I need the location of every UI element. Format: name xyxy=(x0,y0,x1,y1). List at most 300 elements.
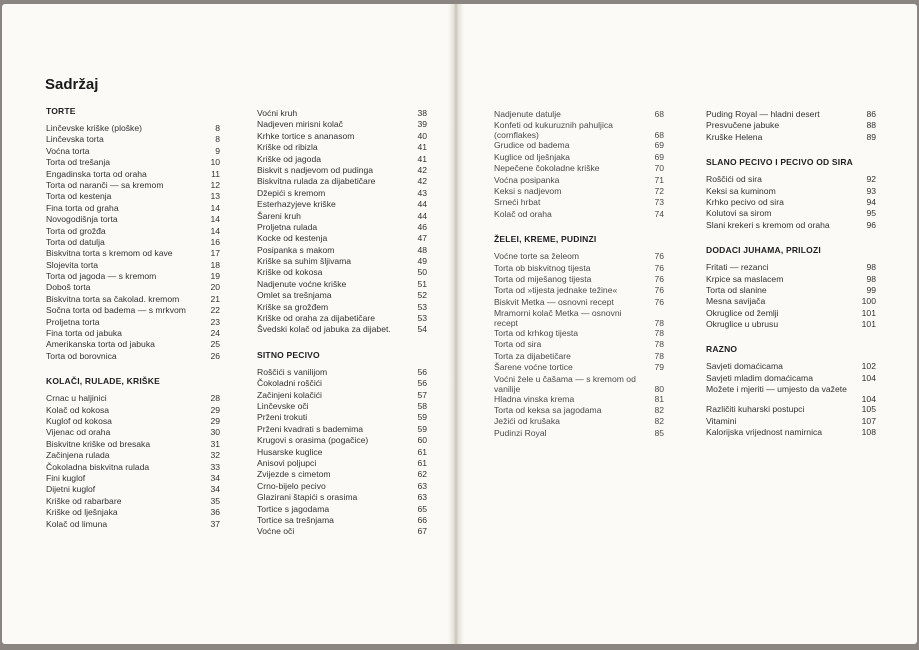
entry-title: Vitamini xyxy=(706,415,737,426)
entry-page-number: 38 xyxy=(417,108,427,118)
entry-title: Torta od keksa sa jagodama xyxy=(494,405,602,416)
entry-page-number: 51 xyxy=(417,278,427,289)
toc-entry xyxy=(257,119,427,130)
toc-entry xyxy=(494,197,664,208)
toc-entry xyxy=(494,163,664,174)
entry-page-number: 76 xyxy=(654,296,664,307)
entry-title: Proljetna torta xyxy=(46,316,100,327)
entry-title: Savjeti domaćicama xyxy=(706,361,783,372)
toc-entry xyxy=(46,439,220,450)
entry-page-number: 78 xyxy=(654,318,664,329)
entry-title: Doboš torta xyxy=(46,282,91,293)
entry-title: Torta od trešanja xyxy=(46,157,111,168)
toc-entry xyxy=(257,188,427,199)
section-gap xyxy=(494,220,664,234)
entry-title: Proljetna rulada xyxy=(257,221,318,232)
toc-column-1 xyxy=(46,106,220,530)
toc-entry xyxy=(706,427,876,438)
entry-page-number: 17 xyxy=(210,248,220,259)
toc-section xyxy=(257,350,427,538)
toc-section xyxy=(46,376,220,530)
entry-page-number: 95 xyxy=(866,208,876,219)
toc-entry xyxy=(494,120,664,140)
entry-title: Kriške sa grožđem xyxy=(257,301,329,312)
entry-page-number: 41 xyxy=(417,142,427,153)
toc-entry xyxy=(46,237,220,248)
entry-title: Kriške od rabarbare xyxy=(46,495,122,506)
entry-page-number: 20 xyxy=(210,282,220,293)
entry-title: Omlet sa trešnjama xyxy=(257,290,332,301)
entry-title: Voćna posipanka xyxy=(494,174,560,185)
toc-entry xyxy=(494,328,664,339)
entry-title: Hladna vinska krema xyxy=(494,393,575,404)
entry-title: Biskvit s nadjevom od pudinga xyxy=(257,164,374,175)
section-gap xyxy=(46,362,220,376)
entry-title: Konfeti od kukuruznih pahuljica (cornflakes) xyxy=(494,120,613,141)
toc-entry xyxy=(706,319,876,330)
entry-page-number: 93 xyxy=(866,185,876,196)
entry-page-number: 78 xyxy=(654,339,664,350)
toc-entry xyxy=(46,317,220,328)
entry-title: Crno-bijelo pecivo xyxy=(257,480,326,491)
entry-page-number: 16 xyxy=(210,236,220,247)
entry-title: Čokoladni roščići xyxy=(257,378,322,389)
entry-page-number: 18 xyxy=(210,259,220,270)
entry-title: Kolač od kokosa xyxy=(46,404,110,415)
entry-page-number: 31 xyxy=(210,438,220,449)
entry-title: Srneći hrbat xyxy=(494,197,541,208)
toc-entry xyxy=(706,274,876,285)
toc-entry xyxy=(706,186,876,197)
entry-title: Kuglof od kokosa xyxy=(46,415,112,426)
entry-title: Kriške od oraha za dijabetičare xyxy=(257,313,375,324)
entry-title: Nepečene čokoladne kriške xyxy=(494,163,600,174)
entry-page-number: 21 xyxy=(210,293,220,304)
entry-page-number: 89 xyxy=(866,131,876,142)
toc-entry xyxy=(706,308,876,319)
entry-title: Voćna torta xyxy=(46,145,90,156)
toc-entry xyxy=(46,416,220,427)
toc-entry xyxy=(257,267,427,278)
entry-page-number: 104 xyxy=(861,394,876,405)
toc-entry xyxy=(494,297,664,308)
section-gap xyxy=(706,231,876,245)
toc-entry xyxy=(46,328,220,339)
entry-title: Crnac u haljinici xyxy=(46,393,107,404)
book-gutter xyxy=(448,4,464,644)
entry-list xyxy=(257,367,427,538)
toc-entry xyxy=(46,248,220,259)
toc-entry xyxy=(257,378,427,389)
entry-title: Kruške Helena xyxy=(706,131,763,142)
toc-entry xyxy=(46,123,220,134)
entry-page-number: 33 xyxy=(210,461,220,472)
entry-title: Torta od naranči — sa kremom xyxy=(46,179,164,190)
entry-page-number: 98 xyxy=(866,273,876,284)
entry-page-number: 69 xyxy=(654,151,664,162)
entry-page-number: 96 xyxy=(866,219,876,230)
entry-page-number: 42 xyxy=(417,176,427,187)
entry-list xyxy=(706,361,876,438)
entry-title: Fina torta od graha xyxy=(46,202,119,213)
toc-entry xyxy=(494,416,664,427)
entry-title: Voćni žele u čašama — s kremom od vanilije xyxy=(494,373,636,394)
entry-title: Puding Royal — hladni desert xyxy=(706,109,820,119)
toc-entry xyxy=(706,174,876,185)
toc-column-4 xyxy=(706,109,876,438)
section-gap xyxy=(706,143,876,157)
entry-title: Sočna torta od badema — s mrkvom xyxy=(46,305,186,316)
entry-title: Linčevske kriške (ploške) xyxy=(46,123,142,133)
toc-entry xyxy=(46,496,220,507)
toc-entry xyxy=(257,526,427,537)
entry-page-number: 44 xyxy=(417,199,427,210)
toc-entry xyxy=(46,226,220,237)
entry-title: Začinjeni kolačići xyxy=(257,389,322,400)
entry-page-number: 76 xyxy=(654,251,664,262)
entry-title: Torta za dijabetičare xyxy=(494,350,571,361)
entry-page-number: 10 xyxy=(210,157,220,168)
entry-page-number: 37 xyxy=(210,518,220,529)
entry-title: Biskvitna torta sa čakolad. kremom xyxy=(46,293,180,304)
toc-entry xyxy=(257,504,427,515)
entry-page-number: 108 xyxy=(861,427,876,438)
entry-page-number: 56 xyxy=(417,366,427,377)
entry-page-number: 70 xyxy=(654,163,664,174)
entry-title: Okruglice od žemlji xyxy=(706,307,779,318)
entry-title: Torta od jagoda — s kremom xyxy=(46,271,157,282)
toc-column-3 xyxy=(494,109,664,439)
entry-title: Torta od sira xyxy=(494,339,542,350)
toc-entry xyxy=(494,374,664,394)
entry-title: Keksi sa kuminom xyxy=(706,185,776,196)
entry-page-number: 44 xyxy=(417,210,427,221)
entry-title: Kriške od lješnjaka xyxy=(46,507,118,518)
toc-entry xyxy=(494,186,664,197)
entry-title: Torta od datulja xyxy=(46,236,105,247)
toc-entry xyxy=(257,324,427,335)
entry-page-number: 12 xyxy=(210,179,220,190)
toc-section xyxy=(706,109,876,143)
toc-entry xyxy=(257,154,427,165)
entry-page-number: 88 xyxy=(866,120,876,131)
toc-entry xyxy=(257,142,427,153)
entry-page-number: 41 xyxy=(417,153,427,164)
entry-title: Kolač od limuna xyxy=(46,518,108,529)
entry-page-number: 99 xyxy=(866,284,876,295)
entry-page-number: 53 xyxy=(417,313,427,324)
toc-section xyxy=(46,106,220,362)
entry-title: Kalorijska vrijednost namirnica xyxy=(706,427,823,438)
entry-title: Kriške od jagoda xyxy=(257,153,322,164)
toc-section xyxy=(706,245,876,330)
toc-entry xyxy=(257,176,427,187)
toc-entry xyxy=(257,290,427,301)
toc-entry xyxy=(257,256,427,267)
entry-title: Linčevske oči xyxy=(257,400,309,411)
entry-title: Začinjena rulada xyxy=(46,450,110,461)
entry-title: Prženi kvadrati s bademima xyxy=(257,423,364,434)
entry-title: Krugovi s orasima (pogačice) xyxy=(257,435,369,446)
toc-entry xyxy=(46,191,220,202)
entry-page-number: 58 xyxy=(417,400,427,411)
entry-title: Linčevska torta xyxy=(46,134,104,145)
toc-entry xyxy=(46,169,220,180)
toc-section xyxy=(257,108,427,336)
toc-entry xyxy=(46,180,220,191)
entry-page-number: 30 xyxy=(210,427,220,438)
toc-section xyxy=(706,344,876,438)
toc-entry xyxy=(494,351,664,362)
section-heading: SLANO PECIVO I PECIVO OD SIRA xyxy=(706,157,854,168)
toc-entry xyxy=(706,262,876,273)
entry-page-number: 107 xyxy=(861,415,876,426)
entry-title: Amerikanska torta od jabuka xyxy=(46,339,155,350)
entry-page-number: 76 xyxy=(654,262,664,273)
toc-entry xyxy=(46,427,220,438)
entry-page-number: 81 xyxy=(654,393,664,404)
entry-title: Torta od miješanog tijesta xyxy=(494,273,592,284)
entry-title: Švedski kolač od jabuka za dijabet. xyxy=(257,324,391,335)
entry-page-number: 46 xyxy=(417,221,427,232)
entry-page-number: 82 xyxy=(654,416,664,427)
entry-page-number: 105 xyxy=(861,404,876,415)
toc-entry xyxy=(494,339,664,350)
entry-title: Fina torta od jabuka xyxy=(46,328,122,339)
entry-title: Roščići od sira xyxy=(706,174,762,185)
toc-entry xyxy=(46,260,220,271)
entry-page-number: 65 xyxy=(417,503,427,514)
entry-page-number: 40 xyxy=(417,130,427,141)
entry-page-number: 69 xyxy=(654,140,664,151)
entry-title: Okruglice u ubrusu xyxy=(706,319,779,330)
entry-page-number: 32 xyxy=(210,450,220,461)
toc-entry xyxy=(46,450,220,461)
toc-entry xyxy=(257,245,427,256)
entry-title: Krpice sa maslacem xyxy=(706,273,784,284)
entry-title: Krhke tortice s ananasom xyxy=(257,130,355,141)
toc-section xyxy=(494,234,664,439)
toc-entry xyxy=(257,481,427,492)
entry-title: Engadinska torta od oraha xyxy=(46,168,147,179)
toc-entry xyxy=(46,146,220,157)
entry-page-number: 52 xyxy=(417,290,427,301)
entry-page-number: 57 xyxy=(417,389,427,400)
section-heading: DODACI JUHAMA, PRILOZI xyxy=(706,245,821,256)
toc-entry xyxy=(706,220,876,231)
entry-title: Esterhazyjeve kriške xyxy=(257,199,336,210)
entry-title: Mesna savijača xyxy=(706,296,766,307)
toc-entry xyxy=(494,152,664,163)
toc-entry xyxy=(494,109,664,120)
entry-title: Slani krekeri s kremom od oraha xyxy=(706,219,830,230)
entry-page-number: 43 xyxy=(417,187,427,198)
entry-title: Presvučene jabuke xyxy=(706,120,780,131)
toc-entry xyxy=(257,447,427,458)
entry-page-number: 61 xyxy=(417,446,427,457)
toc-entry xyxy=(46,351,220,362)
entry-page-number: 13 xyxy=(210,191,220,202)
entry-title: Možete i mjeriti — umjesto da važete xyxy=(706,384,847,395)
entry-page-number: 14 xyxy=(210,202,220,213)
entry-page-number: 59 xyxy=(417,423,427,434)
entry-title: Torta od grožđa xyxy=(46,225,106,236)
entry-title: Keksi s nadjevom xyxy=(494,185,562,196)
toc-entry xyxy=(257,222,427,233)
toc-entry xyxy=(494,405,664,416)
entry-page-number: 100 xyxy=(861,296,876,307)
entry-page-number: 47 xyxy=(417,233,427,244)
toc-entry xyxy=(706,208,876,219)
entry-page-number: 71 xyxy=(654,174,664,185)
toc-entry xyxy=(494,428,664,439)
toc-entry xyxy=(46,294,220,305)
entry-page-number: 102 xyxy=(861,361,876,372)
entry-title: Mramorni kolač Metka — osnovni recept xyxy=(494,308,622,329)
toc-entry xyxy=(494,209,664,220)
toc-column-2 xyxy=(257,108,427,538)
entry-list xyxy=(706,109,876,143)
entry-page-number: 66 xyxy=(417,514,427,525)
entry-title: Krhko pecivo od sira xyxy=(706,196,784,207)
toc-entry xyxy=(257,313,427,324)
entry-page-number: 76 xyxy=(654,273,664,284)
entry-title: Dijetni kuglof xyxy=(46,484,96,495)
entry-page-number: 78 xyxy=(654,328,664,339)
entry-page-number: 92 xyxy=(866,174,876,185)
toc-entry xyxy=(706,361,876,372)
page-title: Sadržaj xyxy=(45,76,99,93)
toc-entry xyxy=(706,132,876,143)
entry-title: Savjeti mladim domaćicama xyxy=(706,372,813,383)
entry-page-number: 59 xyxy=(417,412,427,423)
toc-entry xyxy=(46,214,220,225)
entry-page-number: 29 xyxy=(210,404,220,415)
entry-page-number: 19 xyxy=(210,271,220,282)
entry-title: Vijenac od oraha xyxy=(46,427,111,438)
entry-page-number: 74 xyxy=(654,208,664,219)
toc-entry xyxy=(706,404,876,415)
toc-entry xyxy=(494,175,664,186)
entry-list xyxy=(46,393,220,530)
toc-entry xyxy=(494,274,664,285)
entry-list xyxy=(257,108,427,336)
toc-entry xyxy=(494,362,664,373)
entry-title: Šarene voćne tortice xyxy=(494,362,573,373)
entry-title: Husarske kuglice xyxy=(257,446,323,457)
entry-title: Torta od kestenja xyxy=(46,191,112,202)
toc-entry xyxy=(46,462,220,473)
entry-page-number: 80 xyxy=(654,383,664,394)
section-gap xyxy=(706,330,876,344)
entry-title: Roščići s vanilijom xyxy=(257,366,328,377)
toc-entry xyxy=(46,203,220,214)
entry-page-number: 63 xyxy=(417,480,427,491)
entry-title: Kolutovi sa sirom xyxy=(706,208,772,219)
entry-title: Biskvit Metka — osnovni recept xyxy=(494,296,614,307)
toc-entry xyxy=(257,424,427,435)
toc-entry xyxy=(257,412,427,423)
entry-title: Kriške od kokosa xyxy=(257,267,323,278)
toc-section xyxy=(706,157,876,231)
toc-entry xyxy=(257,131,427,142)
entry-title: Torta od borovnica xyxy=(46,350,117,361)
toc-entry xyxy=(257,165,427,176)
entry-page-number: 42 xyxy=(417,164,427,175)
entry-title: Kolač od oraha xyxy=(494,208,552,219)
section-gap xyxy=(257,336,427,350)
toc-entry xyxy=(257,515,427,526)
entry-page-number: 76 xyxy=(654,285,664,296)
toc-entry xyxy=(494,285,664,296)
toc-entry xyxy=(706,285,876,296)
toc-entry xyxy=(257,199,427,210)
entry-page-number: 23 xyxy=(210,316,220,327)
entry-page-number: 104 xyxy=(861,372,876,383)
entry-page-number: 85 xyxy=(654,427,664,438)
entry-title: Voćni kruh xyxy=(257,108,298,118)
entry-page-number: 53 xyxy=(417,301,427,312)
entry-page-number: 8 xyxy=(215,123,220,133)
entry-page-number: 35 xyxy=(210,495,220,506)
toc-section xyxy=(494,109,664,220)
entry-page-number: 36 xyxy=(210,507,220,518)
entry-page-number: 24 xyxy=(210,328,220,339)
entry-title: Anisovi poljupci xyxy=(257,457,317,468)
entry-title: Tortice s jagodama xyxy=(257,503,330,514)
entry-title: Kriške od ribizla xyxy=(257,142,318,153)
section-heading: ŽELEI, KREME, PUDINZI xyxy=(494,234,597,245)
toc-entry xyxy=(706,296,876,307)
toc-entry xyxy=(257,367,427,378)
toc-entry xyxy=(46,134,220,145)
entry-page-number: 54 xyxy=(417,324,427,335)
entry-title: Torta ob biskvitnog tijesta xyxy=(494,262,591,273)
entry-title: Slojevita torta xyxy=(46,259,99,270)
entry-page-number: 22 xyxy=(210,305,220,316)
entry-page-number: 78 xyxy=(654,350,664,361)
entry-title: Fini kuglof xyxy=(46,472,86,483)
toc-entry xyxy=(706,109,876,120)
toc-entry xyxy=(257,279,427,290)
entry-title: Torta od krhkog tijesta xyxy=(494,328,579,339)
toc-entry xyxy=(257,390,427,401)
entry-list xyxy=(494,109,664,220)
entry-page-number: 48 xyxy=(417,244,427,255)
toc-entry xyxy=(494,263,664,274)
toc-entry xyxy=(46,519,220,530)
entry-title: Biskvitna rulada za dijabetičare xyxy=(257,176,376,187)
entry-title: Kriške sa suhim šljivama xyxy=(257,256,352,267)
entry-page-number: 98 xyxy=(866,262,876,273)
entry-title: Šareni kruh xyxy=(257,210,301,221)
toc-entry xyxy=(46,484,220,495)
entry-title: Prženi trokuti xyxy=(257,412,308,423)
entry-page-number: 61 xyxy=(417,457,427,468)
entry-list xyxy=(46,123,220,362)
toc-entry xyxy=(46,157,220,168)
entry-page-number: 94 xyxy=(866,196,876,207)
toc-entry xyxy=(706,197,876,208)
entry-page-number: 68 xyxy=(654,130,664,141)
toc-entry xyxy=(257,458,427,469)
entry-title: Grudice od badema xyxy=(494,140,570,151)
entry-list xyxy=(706,262,876,330)
entry-page-number: 14 xyxy=(210,214,220,225)
entry-title: Voćne oči xyxy=(257,526,295,537)
toc-entry xyxy=(46,507,220,518)
entry-title: Nadjenute datulje xyxy=(494,109,561,119)
